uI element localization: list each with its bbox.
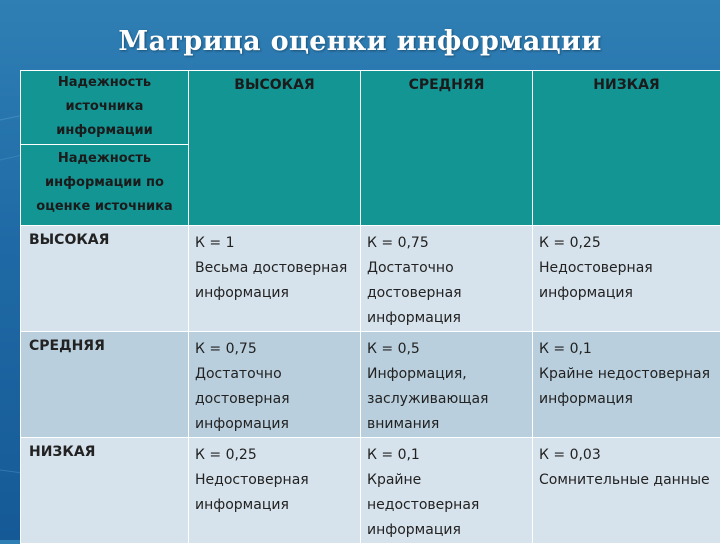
matrix-cell	[533, 438, 720, 544]
row-header-high: ВЫСОКАЯ	[21, 226, 189, 332]
cell-description: Недостоверная информация	[195, 468, 356, 518]
coefficient-value: К = 0,75	[367, 231, 528, 256]
header-row	[21, 71, 720, 226]
coefficient-value: К = 0,1	[539, 337, 716, 362]
coefficient-value: К = 1	[195, 231, 356, 256]
coefficient-value: К = 0,03	[539, 443, 716, 468]
cell-description: Информация, заслуживающая внимания	[367, 362, 528, 437]
cell-description: Весьма достоверная информация	[195, 256, 356, 306]
column-header-low: НИЗКАЯ	[533, 71, 720, 226]
row-header-low: НИЗКАЯ	[21, 438, 189, 544]
coefficient-value: К = 0,5	[367, 337, 528, 362]
coefficient-value: К = 0,25	[195, 443, 356, 468]
information-reliability-label: Надежность информации по оценке источника	[21, 145, 188, 219]
matrix-cell	[361, 438, 533, 544]
coefficient-value: К = 0,1	[367, 443, 528, 468]
matrix-cell	[361, 332, 533, 438]
matrix-cell	[533, 332, 720, 438]
page-title: Матрица оценки информации	[0, 26, 720, 57]
table-row	[21, 226, 720, 332]
coefficient-value: К = 0,25	[539, 231, 716, 256]
cell-description: Недостоверная информация	[539, 256, 716, 306]
matrix-cell	[189, 226, 361, 332]
coefficient-value: К = 0,75	[195, 337, 356, 362]
cell-description: Достаточно достоверная информация	[195, 362, 356, 437]
row-header-medium: СРЕДНЯЯ	[21, 332, 189, 438]
cell-description: Крайне недостоверная информация	[539, 362, 716, 412]
source-reliability-label: Надежность источника информации	[21, 71, 188, 145]
column-header-high: ВЫСОКАЯ	[189, 71, 361, 226]
corner-cell	[21, 71, 189, 226]
cell-description: Сомнительные данные	[539, 468, 716, 493]
assessment-matrix-table	[20, 70, 720, 544]
matrix-cell	[189, 332, 361, 438]
cell-description: Крайне недостоверная информация	[367, 468, 528, 543]
matrix-cell	[189, 438, 361, 544]
cell-description: Достаточно достоверная информация	[367, 256, 528, 331]
column-header-medium: СРЕДНЯЯ	[361, 71, 533, 226]
matrix-cell	[533, 226, 720, 332]
matrix-cell	[361, 226, 533, 332]
table-row	[21, 438, 720, 544]
table-row	[21, 332, 720, 438]
